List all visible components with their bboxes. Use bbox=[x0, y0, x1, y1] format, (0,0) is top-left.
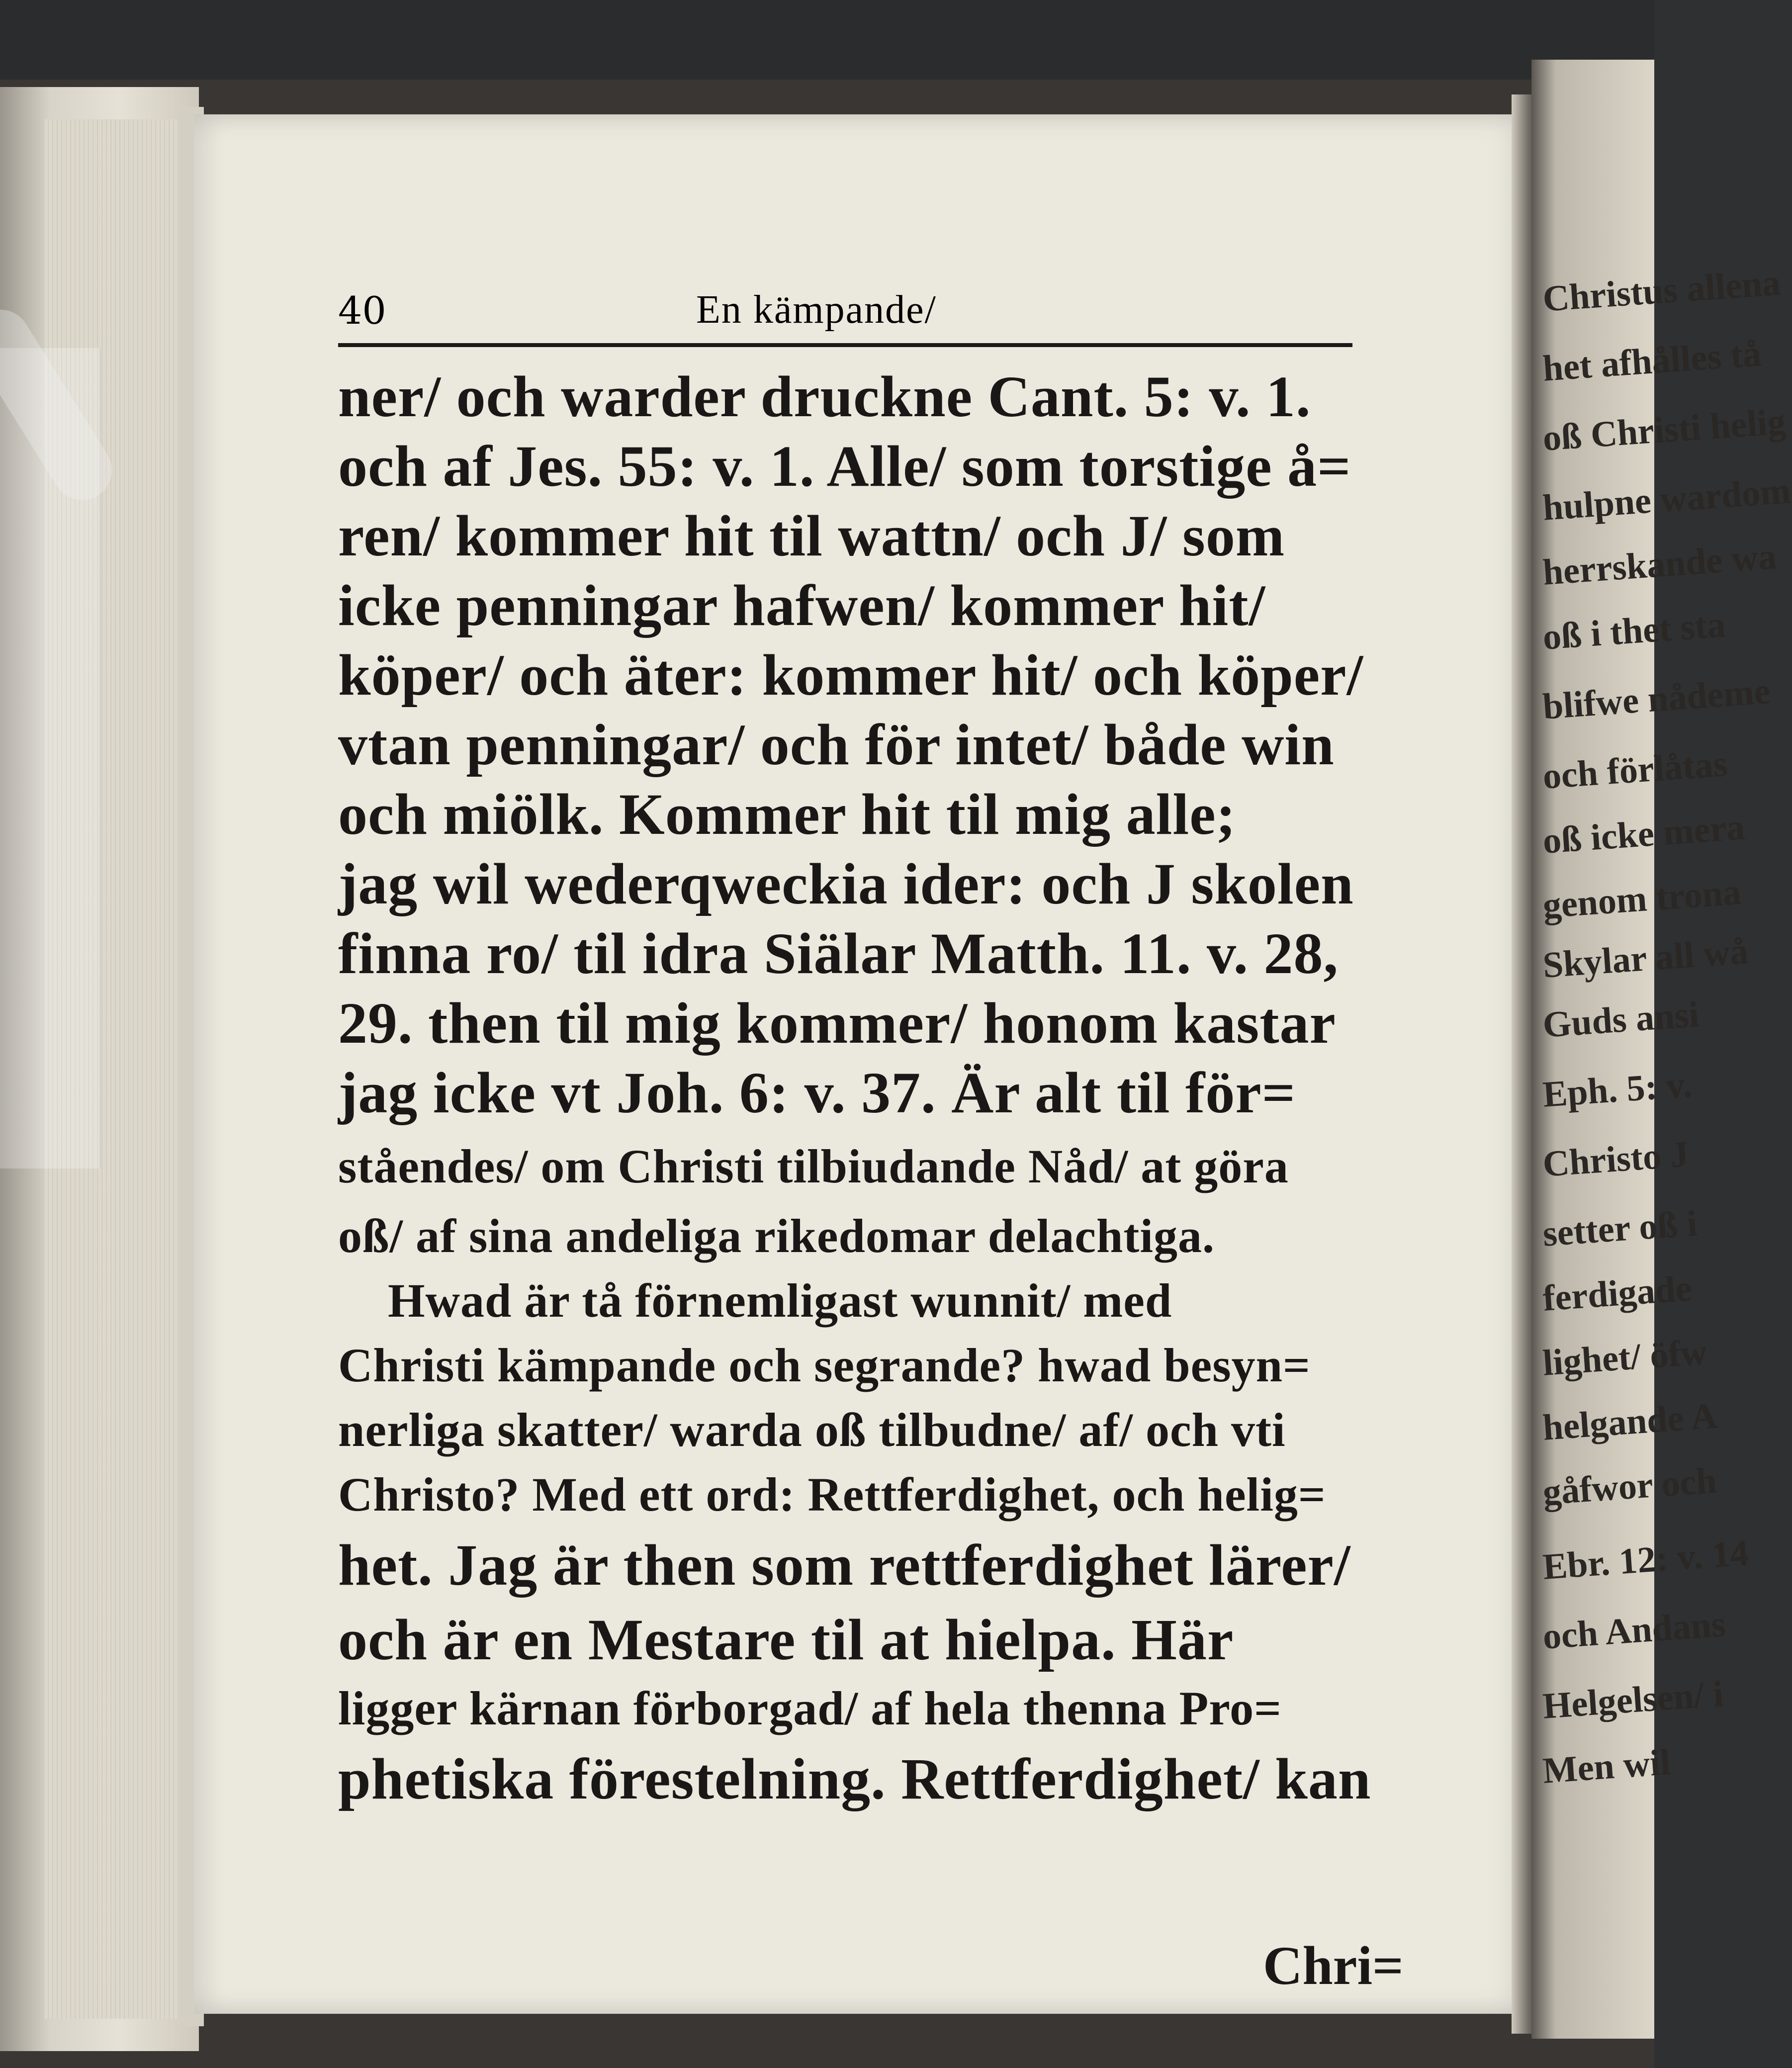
text-line: icke penningar hafwen/ kommer hit/ bbox=[338, 573, 1266, 638]
text-line: och af Jes. 55: v. 1. Alle/ som torstige å= bbox=[338, 434, 1351, 499]
text-line: vtan penningar/ och för intet/ både win bbox=[338, 712, 1335, 777]
page-number: 40 bbox=[338, 288, 386, 333]
facing-text-line: Christo J bbox=[1541, 1134, 1691, 1185]
facing-text-line: herrskande wa bbox=[1541, 536, 1778, 593]
facing-text-line: Christus allena bbox=[1541, 262, 1782, 320]
facing-text-line: Helgelsen/ i bbox=[1541, 1673, 1725, 1727]
paragraph-start-line: Hwad är tå förnemligast wunnit/ med bbox=[388, 1274, 1172, 1327]
text-line: het. Jag är then som rettferdighet lärer/ bbox=[338, 1532, 1351, 1598]
text-line: 29. then til mig kommer/ honom kastar bbox=[338, 990, 1336, 1056]
text-line: nerliga skatter/ warda oß tilbudne/ af/ och vti bbox=[338, 1403, 1286, 1456]
text-line: och miölk. Kommer hit til mig alle; bbox=[338, 782, 1236, 847]
running-head-title: En kämpande/ bbox=[696, 288, 937, 332]
text-line: ligger kärnan förborgad/ af hela thenna Pro= bbox=[338, 1682, 1282, 1735]
text-line: finna ro/ til idra Siälar Matth. 11. v. 28, bbox=[338, 921, 1339, 986]
facing-text-line: Ebr. 12: v. 14 bbox=[1541, 1532, 1750, 1588]
text-line: ner/ och warder druckne Cant. 5: v. 1. bbox=[338, 364, 1311, 429]
facing-text-line: setter oß i bbox=[1541, 1203, 1699, 1255]
running-header bbox=[338, 278, 1367, 338]
facing-text-line: oß icke mera bbox=[1541, 807, 1746, 862]
facing-text-line: Guds ansi bbox=[1541, 994, 1701, 1046]
facing-text-line: genom trona bbox=[1541, 872, 1743, 926]
text-line: phetiska förestelning. Rettferdighet/ kan bbox=[338, 1746, 1371, 1811]
facing-text-line: hulpne wardom bbox=[1541, 470, 1792, 529]
facing-text-line: Men wil bbox=[1541, 1742, 1672, 1792]
header-rule bbox=[338, 343, 1352, 347]
text-line: Christi kämpande och segrande? hwad besyn= bbox=[338, 1339, 1311, 1392]
text-line: ståendes/ om Christi tilbiudande Nåd/ at göra bbox=[338, 1140, 1289, 1193]
text-line: jag wil wederqweckia ider: och J skolen bbox=[338, 851, 1354, 916]
catchword: Chri= bbox=[1263, 1935, 1404, 1996]
facing-text-line: Eph. 5: v. bbox=[1541, 1064, 1694, 1115]
text-line: jag icke vt Joh. 6: v. 37. Är alt til för= bbox=[338, 1060, 1296, 1125]
text-line: oß/ af sina andeliga rikedomar delachtiga. bbox=[338, 1209, 1215, 1262]
facing-text-line: gåfwor och bbox=[1541, 1460, 1718, 1513]
background-strip bbox=[0, 0, 1654, 85]
text-line: och är en Mestare til at hielpa. Här bbox=[338, 1607, 1234, 1672]
facing-text-line: blifwe nådeme bbox=[1541, 671, 1772, 727]
facing-text-line: Skylar all wå bbox=[1541, 931, 1750, 986]
facing-text-line: oß Christi helig bbox=[1541, 401, 1787, 459]
facing-text-line: och förlåtas bbox=[1541, 743, 1729, 797]
facing-text-line: ferdigade bbox=[1541, 1268, 1694, 1319]
facing-text-line: lighet/ öfw bbox=[1541, 1331, 1708, 1384]
text-line: Christo? Med ett ord: Rettferdighet, och helig= bbox=[338, 1468, 1326, 1521]
facing-text-line: oß i thet sta bbox=[1541, 604, 1727, 658]
facing-text-line: och Andans bbox=[1541, 1604, 1727, 1657]
text-line: ren/ kommer hit til wattn/ och J/ som bbox=[338, 503, 1285, 568]
facing-text-line: het afhålles tå bbox=[1541, 333, 1763, 389]
facing-text-line: helgande A bbox=[1541, 1395, 1719, 1448]
text-line: köper/ och äter: kommer hit/ och köper/ bbox=[338, 642, 1364, 708]
